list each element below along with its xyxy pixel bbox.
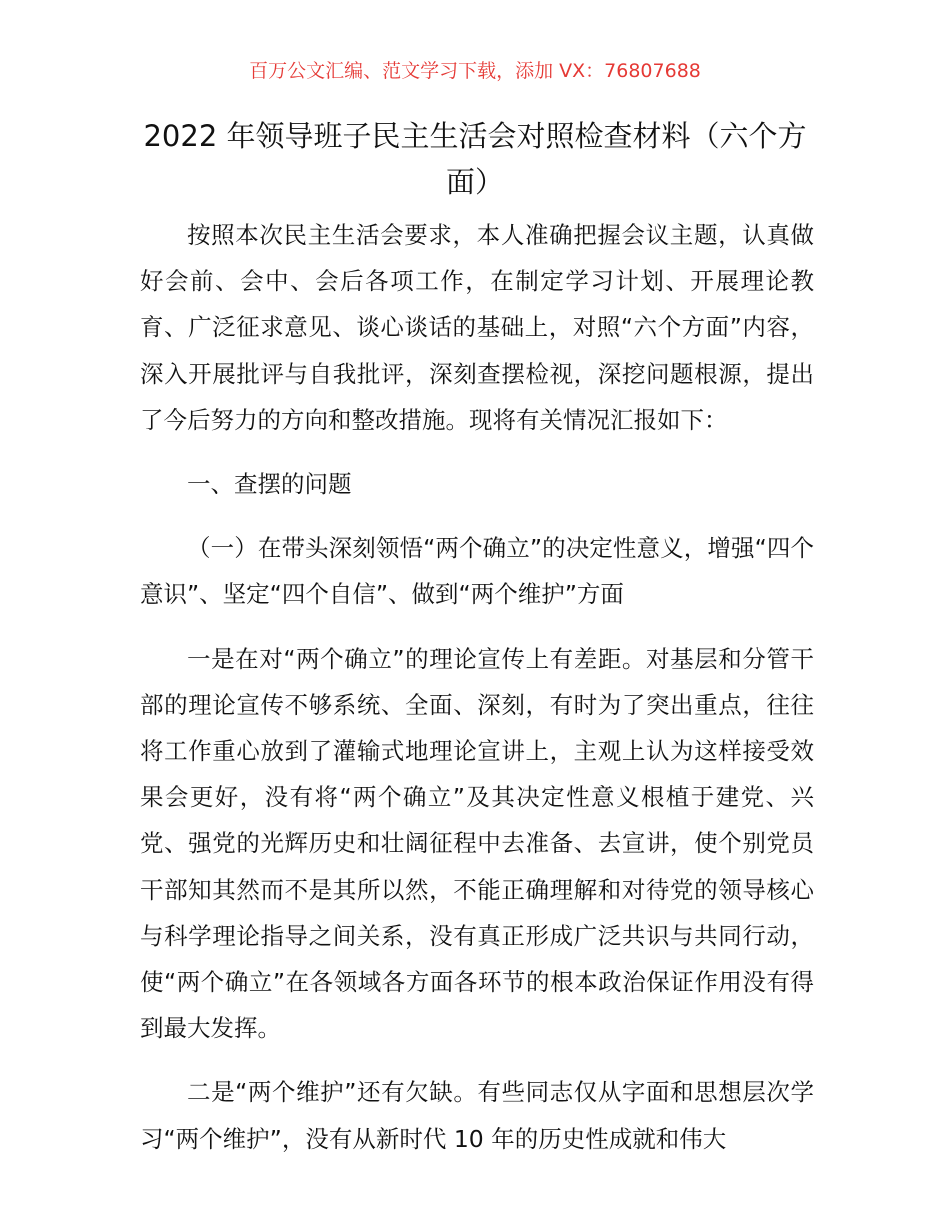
document-body <box>140 212 814 1162</box>
section-heading: 一、查摆的问题 <box>187 470 352 499</box>
document-title: 2022 年领导班子民主生活会对照检查材料（六个方面） <box>143 119 807 199</box>
paragraph-intro: 按照本次民主生活会要求，本人准确把握会议主题，认真做好会前、会中、会后各项工作，在制定学习计划、开展理论教育、广泛征求意见、谈心谈话的基础上，对照“六个方面”内容，深入开展批评与自我批评，深刻查摆检视，深挖问题根源，提出了今后努力的方向和整改措施。现将有关情况汇报如下： <box>140 221 814 434</box>
paragraph-point-two: 二是“两个维护”还有欠缺。有些同志仅从字面和思想层次学习“两个维护”，没有从新时代 10 年的历史性成就和伟大 <box>140 1078 814 1153</box>
watermark-header: 百万公文汇编、范文学习下载，添加 VX：76807688 <box>249 60 701 82</box>
subsection-heading: （一）在带头深刻领悟“两个确立”的决定性意义，增强“四个意识”、坚定“四个自信”、做到“两个维护”方面 <box>140 534 814 609</box>
paragraph-point-one: 一是在对“两个确立”的理论宣传上有差距。对基层和分管干部的理论宣传不够系统、全面、深刻，有时为了突出重点，往往将工作重心放到了灌输式地理论宣讲上，主观上认为这样接受效果会更好，没有将“两个确立”及其决定性意义根植于建党、兴党、强党的光辉历史和壮阔征程中去准备、去宣讲，使个别党员干部知其然而不是其所以然，不能正确理解和对待党的领导核心与科学理论指导之间关系，没有真正形成广泛共识与共同行动，使“两个确立”在各领域各方面各环节的根本政治保证作用没有得到最大发挥。 <box>140 644 814 1043</box>
